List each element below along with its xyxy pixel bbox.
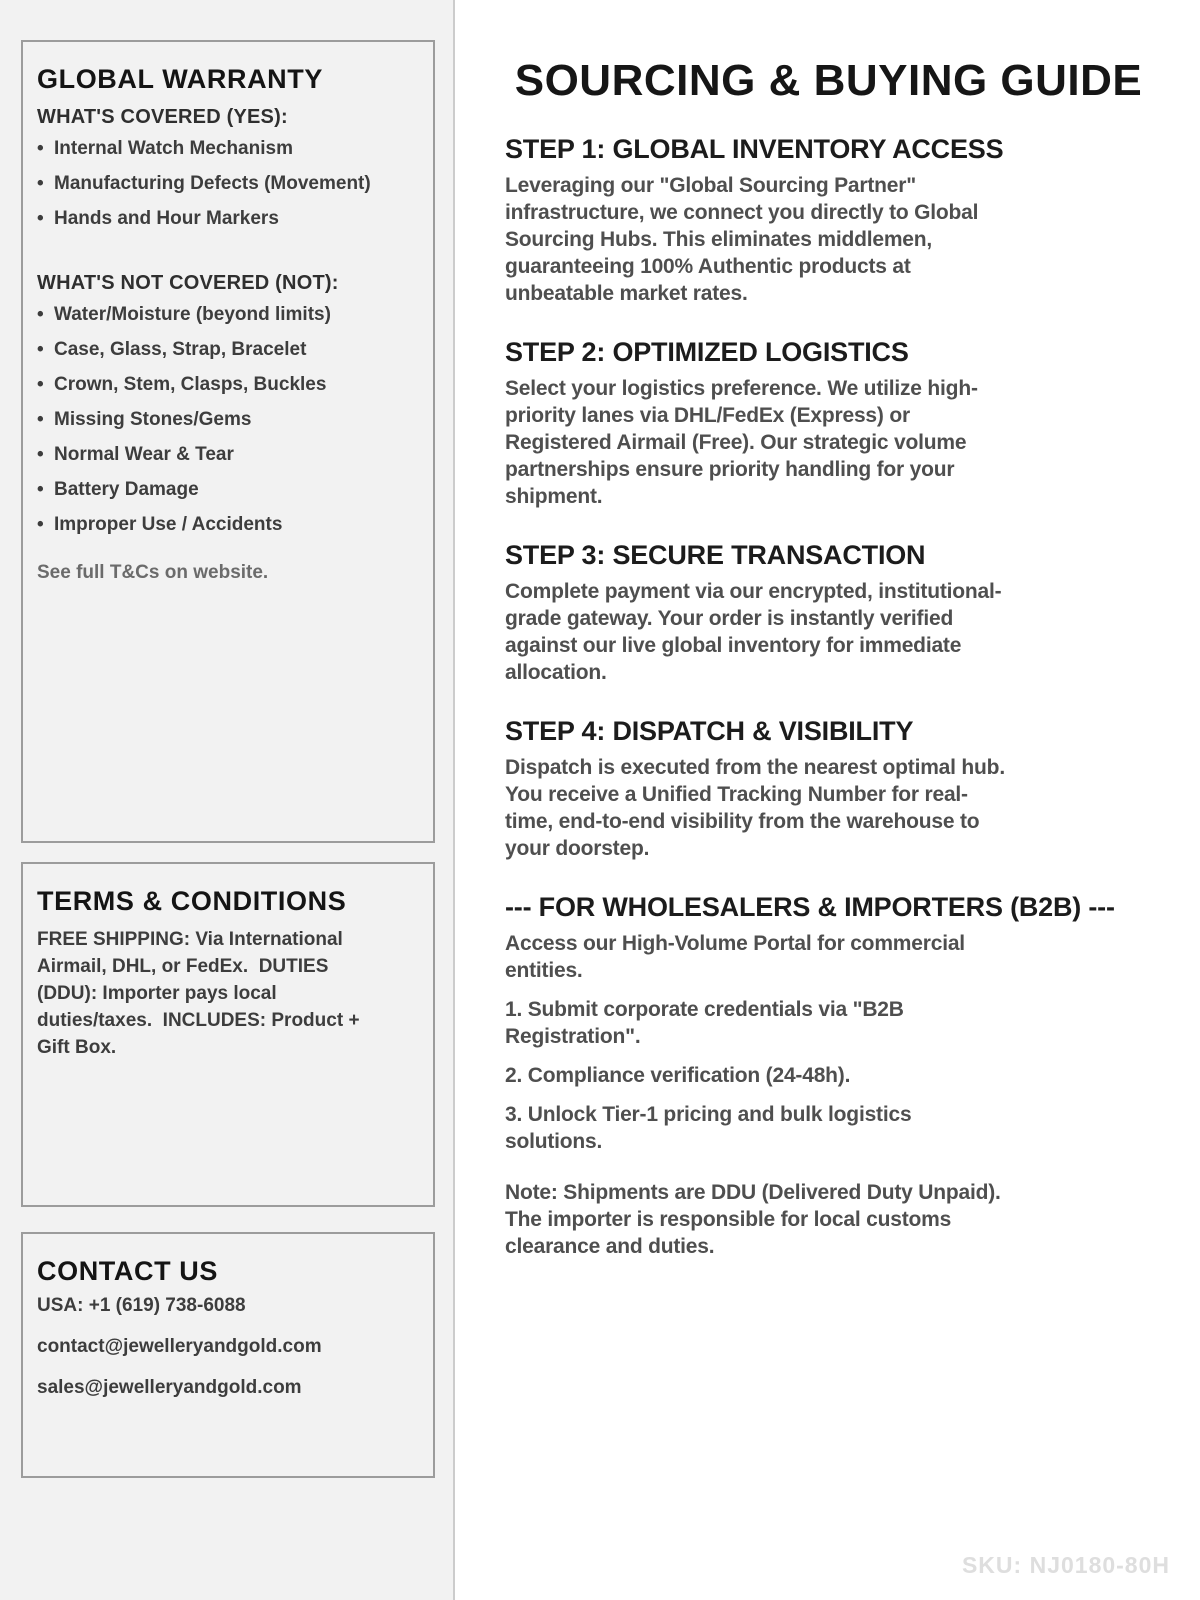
warranty-footnote: See full T&Cs on website. [37, 562, 269, 583]
step-4-heading: STEP 4: DISPATCH & VISIBILITY [505, 716, 914, 746]
step-2-heading: STEP 2: OPTIMIZED LOGISTICS [505, 337, 909, 367]
not-covered-item: • Case, Glass, Strap, Bracelet [37, 339, 419, 361]
not-covered-item: • Normal Wear & Tear [37, 444, 419, 466]
guide-main [457, 0, 1200, 1600]
contact-box [21, 1232, 435, 1478]
step-4-body: Dispatch is executed from the nearest optimal hub. You receive a Unified Tracking Number for real-time, end-to-end visibility from the warehouse to your doorstep. [505, 756, 1005, 860]
terms-title: TERMS & CONDITIONS [37, 886, 347, 916]
page-title: SOURCING & BUYING GUIDE [514, 56, 1143, 105]
step-3-body: Complete payment via our encrypted, institutional-grade gateway. Your order is instantly verified against our live global inventory for immediate allocation. [505, 580, 1002, 684]
not-covered-item: • Battery Damage [37, 479, 419, 501]
covered-heading: WHAT'S COVERED (YES): [37, 106, 288, 128]
step-3-heading: STEP 3: SECURE TRANSACTION [505, 540, 926, 570]
b2b-item: 1. Submit corporate credentials via "B2B Registration". [505, 998, 904, 1048]
not-covered-item: • Improper Use / Accidents [37, 514, 419, 536]
not-covered-heading: WHAT'S NOT COVERED (NOT): [37, 272, 339, 294]
contact-email-sales: sales@jewelleryandgold.com [37, 1377, 302, 1398]
b2b-intro: Access our High-Volume Portal for commercial entities. [505, 932, 965, 982]
sku-label: SKU: NJ0180-80H [961, 1552, 1170, 1578]
info-sidebar [0, 0, 455, 1600]
b2b-item: 2. Compliance verification (24-48h). [505, 1064, 851, 1087]
covered-item: • Hands and Hour Markers [37, 208, 419, 230]
b2b-item: 3. Unlock Tier-1 pricing and bulk logistics solutions. [505, 1103, 912, 1153]
b2b-heading: --- FOR WHOLESALERS & IMPORTERS (B2B) --- [505, 892, 1115, 922]
ddu-note: Note: Shipments are DDU (Delivered Duty Unpaid). The importer is responsible for local customs clearance and duties. [505, 1181, 1001, 1258]
warranty-box [21, 40, 435, 843]
step-2-body: Select your logistics preference. We utilize high-priority lanes via DHL/FedEx (Express) or Registered Airmail (Free). Our strategic volume partnerships ensure priority handling for your shipment. [505, 377, 978, 508]
covered-list [37, 138, 419, 230]
not-covered-item: • Missing Stones/Gems [37, 409, 419, 431]
warranty-title: GLOBAL WARRANTY [37, 64, 323, 94]
contact-phone: USA: +1 (619) 738-6088 [37, 1295, 246, 1316]
guide-content [457, 134, 1200, 1260]
terms-body: FREE SHIPPING: Via International Airmail, DHL, or FedEx. DUTIES (DDU): Importer pays local duties/taxes. INCLUDES: Product + Gift Box. [37, 929, 365, 1058]
contact-title: CONTACT US [37, 1256, 218, 1286]
contact-email-primary: contact@jewelleryandgold.com [37, 1336, 322, 1357]
step-1-heading: STEP 1: GLOBAL INVENTORY ACCESS [505, 134, 1004, 164]
not-covered-item: • Crown, Stem, Clasps, Buckles [37, 374, 419, 396]
covered-item: • Internal Watch Mechanism [37, 138, 419, 160]
not-covered-item: • Water/Moisture (beyond limits) [37, 304, 419, 326]
terms-box [21, 862, 435, 1207]
not-covered-list [37, 304, 419, 536]
covered-item: • Manufacturing Defects (Movement) [37, 173, 419, 195]
step-1-body: Leveraging our "Global Sourcing Partner" infrastructure, we connect you directly to Global Sourcing Hubs. This eliminates middlemen, guaranteeing 100% Authentic products at unbeatable market rates. [505, 174, 979, 305]
